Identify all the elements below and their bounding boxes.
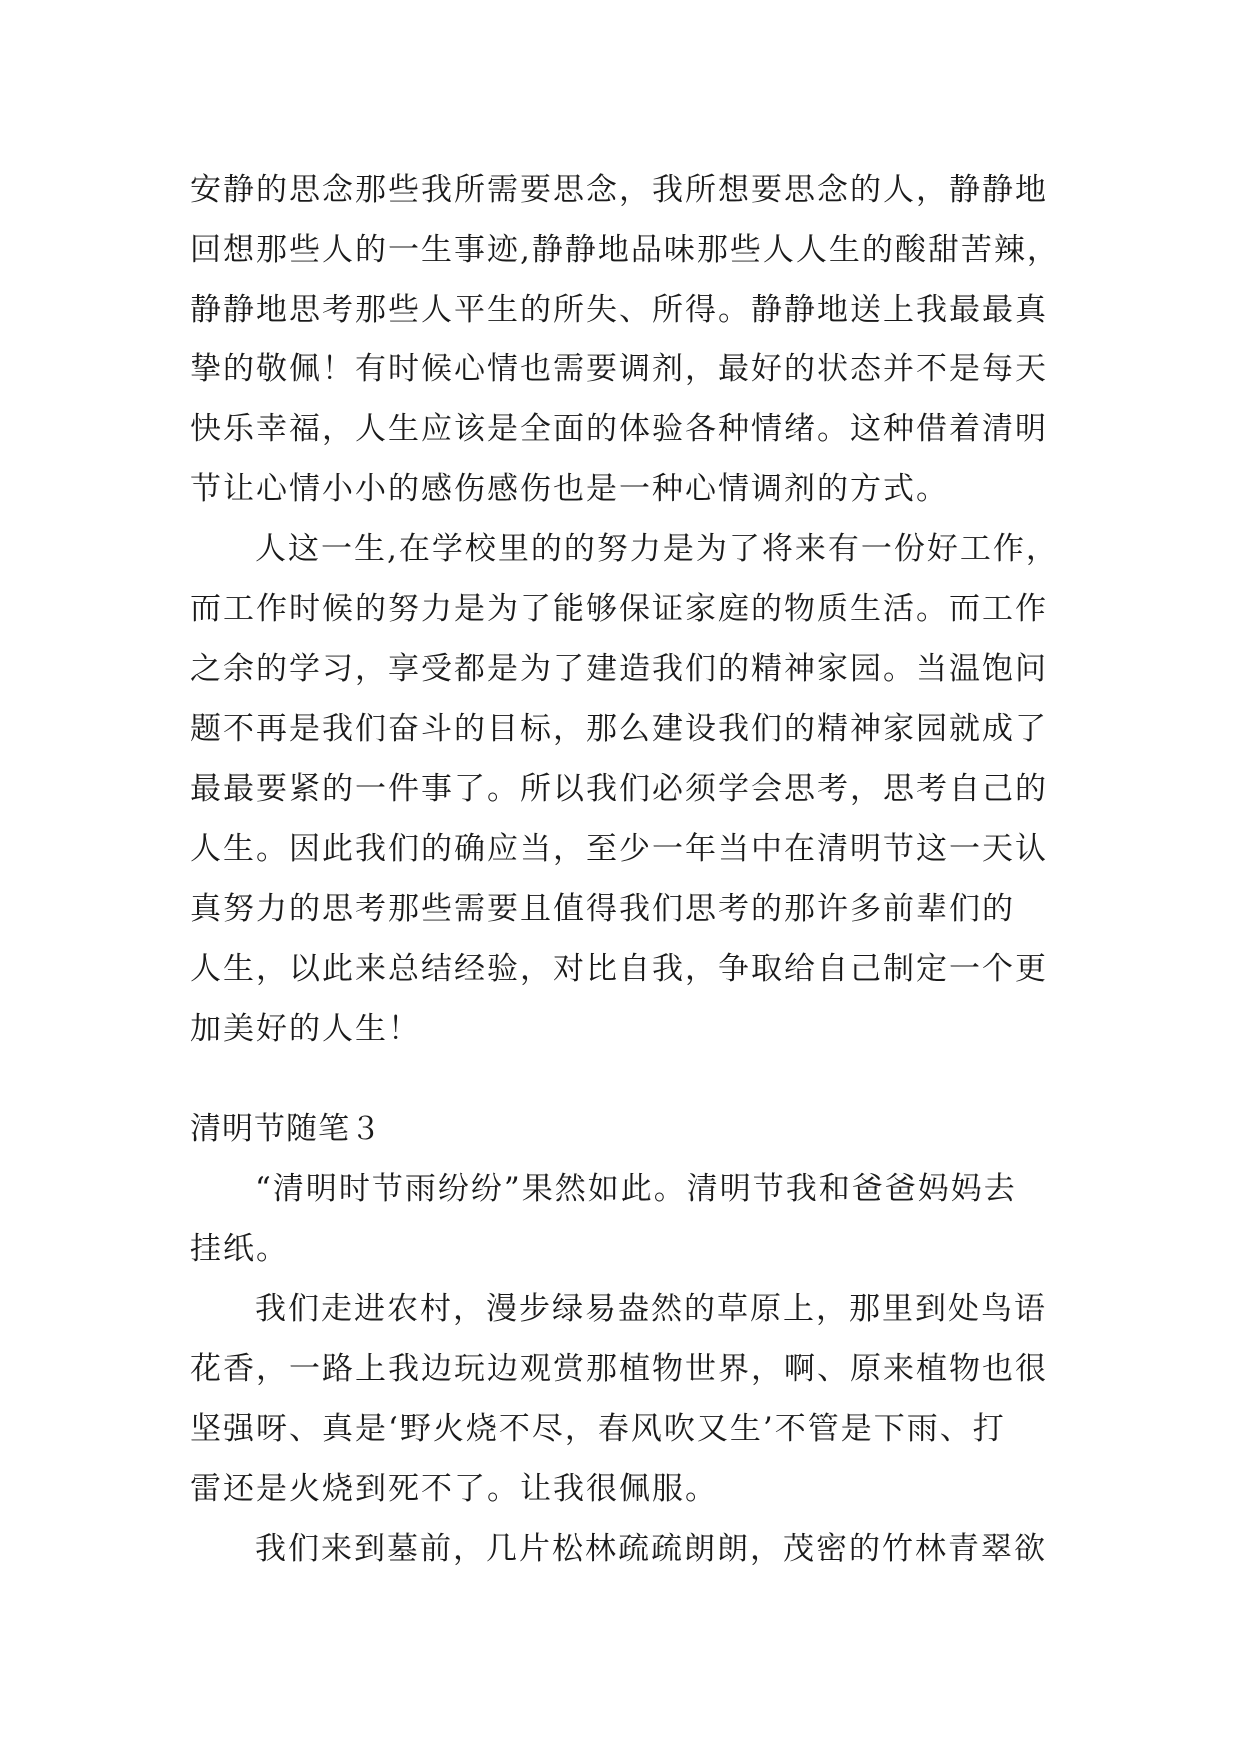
paragraph-line: 我们来到墓前，几片松林疏疏朗朗，茂密的竹林青翠欲 (255, 1531, 1047, 1567)
paragraph-line: 快乐幸福，人生应该是全面的体验各种情绪。这种借着清明 (190, 411, 1048, 447)
paragraph-line: 真努力的思考那些需要且值得我们思考的那许多前辈们的 (190, 891, 1015, 927)
paragraph-line: 挂纸。 (190, 1231, 289, 1267)
paragraph-line: 而工作时候的努力是为了能够保证家庭的物质生活。而工作 (190, 591, 1048, 627)
paragraph-line: 题不再是我们奋斗的目标，那么建设我们的精神家园就成了 (190, 711, 1048, 747)
paragraph-line: 人生，以此来总结经验，对比自我，争取给自己制定一个更 (190, 951, 1048, 987)
section-title: 清明节随笔３ (190, 1111, 382, 1147)
paragraph-line: 花香，一路上我边玩边观赏那植物世界，啊、原来植物也很 (190, 1351, 1048, 1387)
paragraph-line: “清明时节雨纷纷”果然如此。清明节我和爸爸妈妈去 (255, 1171, 1017, 1207)
paragraph-line: 挚的敬佩！有时候心情也需要调剂，最好的状态并不是每天 (190, 351, 1048, 387)
paragraph-line: 静静地思考那些人平生的所失、所得。静静地送上我最最真 (190, 292, 1048, 328)
paragraph-line: 我们走进农村，漫步绿易盎然的草原上，那里到处鸟语 (255, 1291, 1047, 1327)
paragraph-line: 节让心情小小的感伤感伤也是一种心情调剂的方式。 (190, 471, 949, 507)
paragraph-line: 之余的学习，享受都是为了建造我们的精神家园。当温饱问 (190, 651, 1048, 687)
paragraph-line: 加美好的人生！ (190, 1011, 421, 1047)
paragraph-line: 人生。因此我们的确应当，至少一年当中在清明节这一天认 (190, 831, 1048, 867)
paragraph-line: 雷还是火烧到死不了。让我很佩服。 (190, 1471, 718, 1507)
paragraph-line: 坚强呀、真是‘野火烧不尽，春风吹又生’不管是下雨、打 (190, 1411, 1006, 1447)
paragraph-line: 回想那些人的一生事迹,静静地品味那些人人生的酸甜苦辣， (190, 232, 1060, 268)
paragraph-line: 安静的思念那些我所需要思念，我所想要思念的人，静静地 (190, 172, 1048, 208)
paragraph-line: 最最要紧的一件事了。所以我们必须学会思考，思考自己的 (190, 771, 1048, 807)
paragraph-line: 人这一生,在学校里的的努力是为了将来有一份好工作， (255, 531, 1059, 567)
